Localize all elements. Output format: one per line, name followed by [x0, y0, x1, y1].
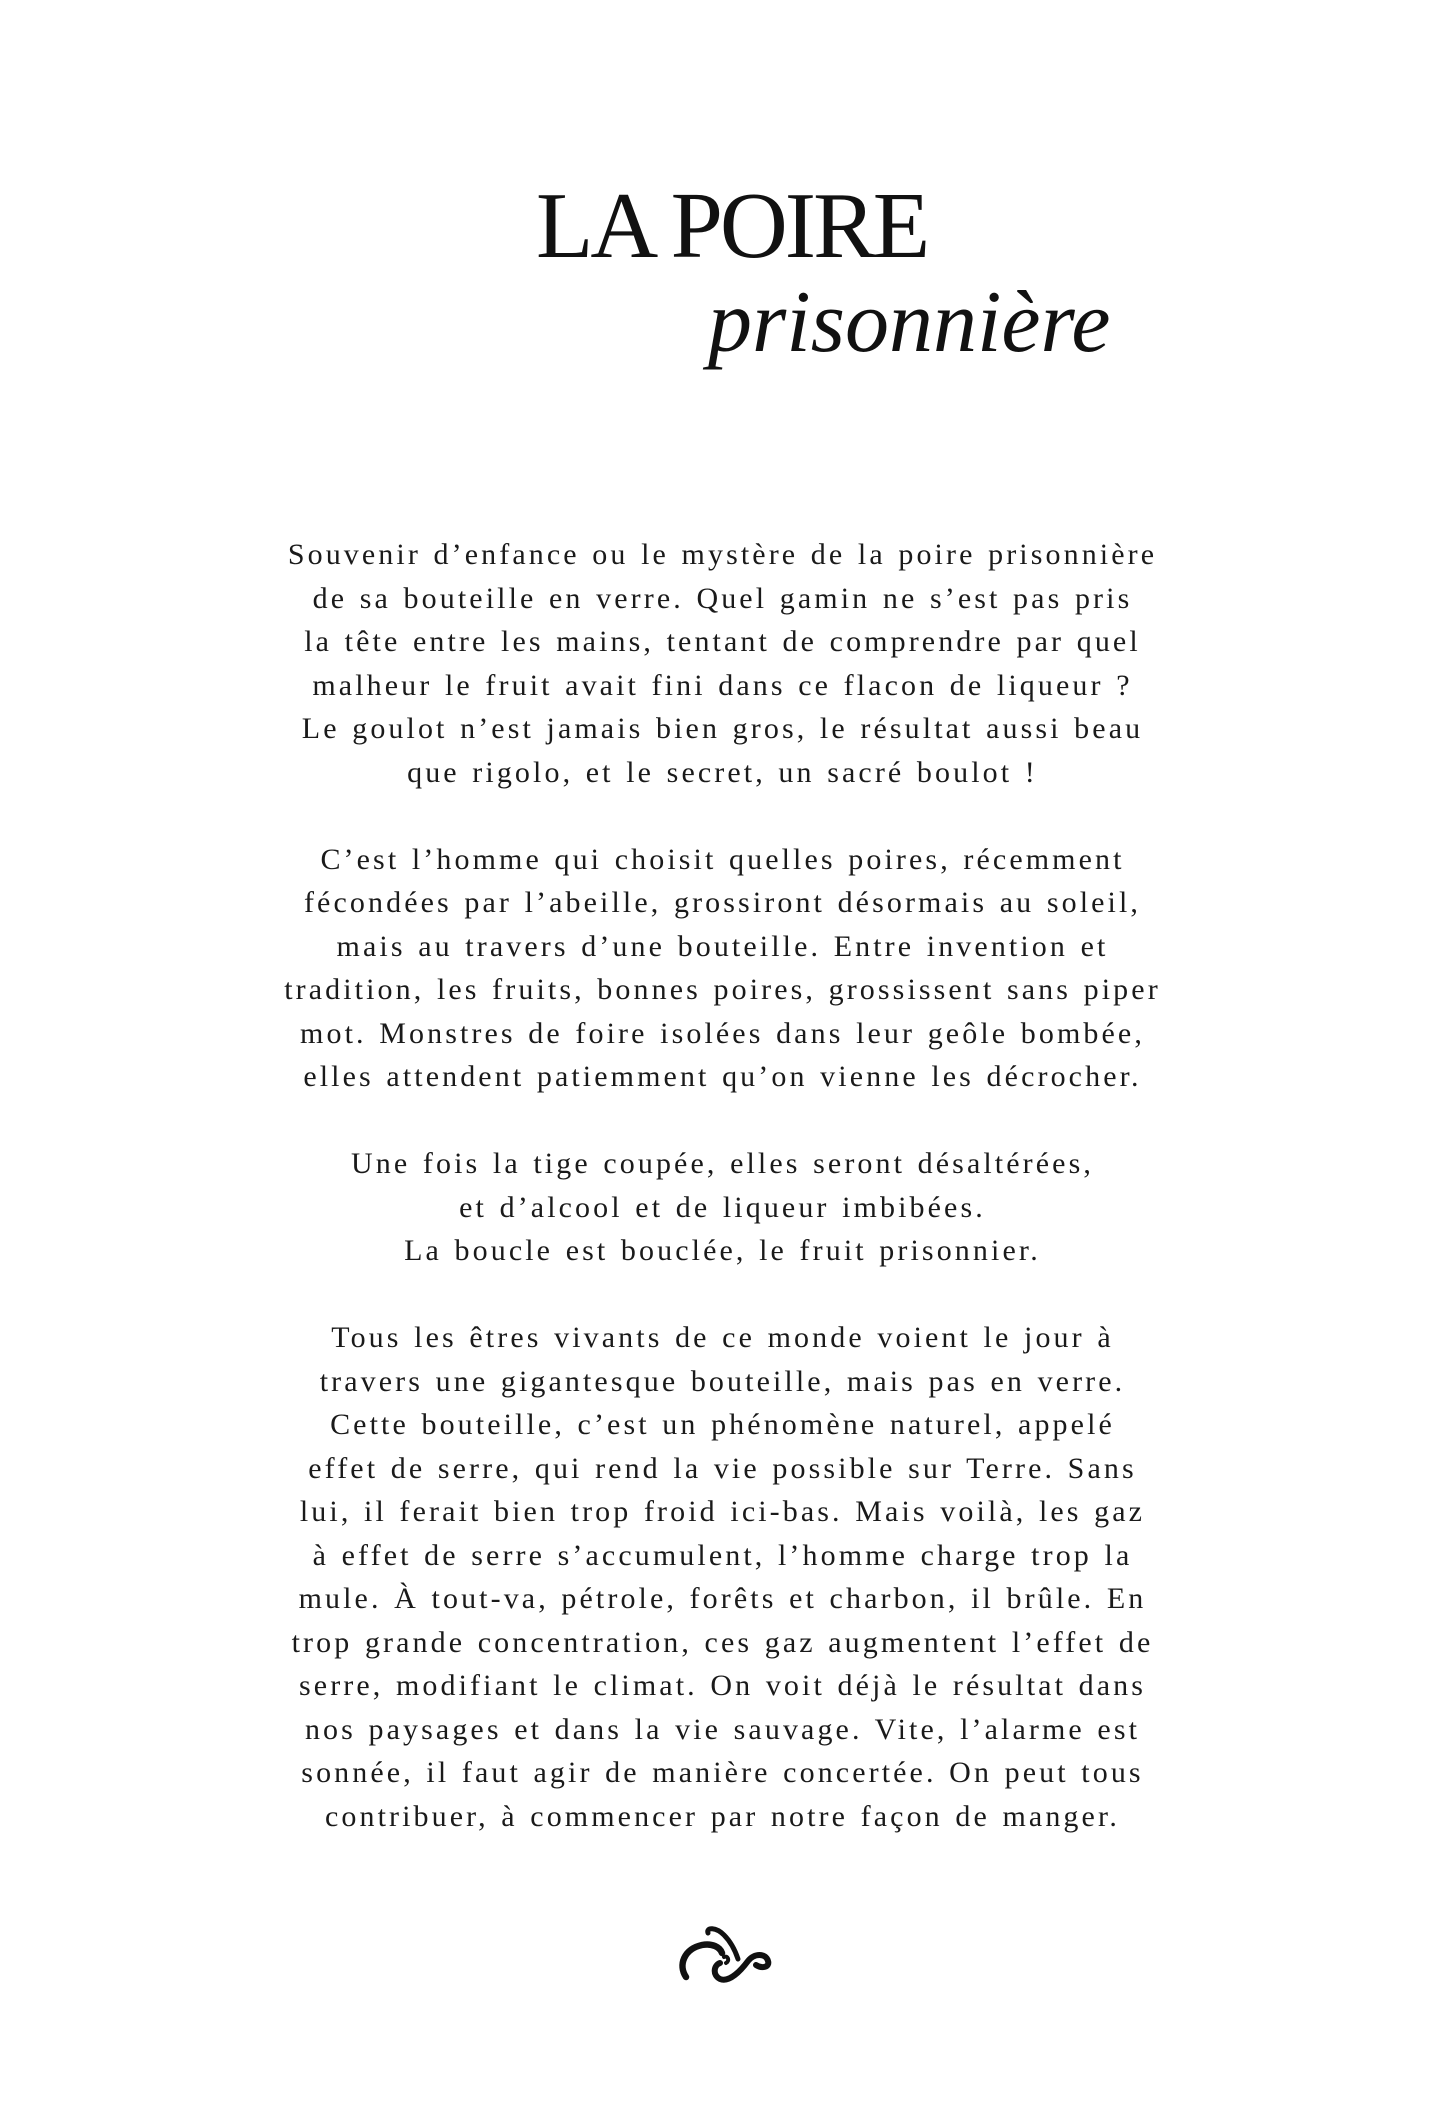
paragraph-tige: [0, 1142, 1445, 1273]
text-line: effet de serre, qui rend la vie possible sur Terre. Sans: [308, 1451, 1137, 1485]
text-line: Le goulot n’est jamais bien gros, le résultat aussi beau: [301, 712, 1144, 745]
text-line: que rigolo, et le secret, un sacré boulot !: [407, 755, 1038, 789]
paragraph-homme: [0, 838, 1445, 1099]
text-line: lui, il ferait bien trop froid ici-bas. Mais voilà, les gaz: [299, 1495, 1146, 1528]
text-line: Souvenir d’enfance ou le mystère de la poire prisonnière: [287, 538, 1158, 571]
text-line: travers une gigantesque bouteille, mais pas en verre.: [319, 1364, 1126, 1398]
text-line: de sa bouteille en verre. Quel gamin ne s’est pas pris: [312, 581, 1133, 615]
text-line: contribuer, à commencer par notre façon de manger.: [324, 1799, 1120, 1833]
text-line: nos paysages et dans la vie sauvage. Vite, l’alarme est: [304, 1712, 1141, 1746]
text-line: à effet de serre s’accumulent, l’homme charge trop la: [312, 1538, 1133, 1572]
text-line: mule. À tout-va, pétrole, forêts et charbon, il brûle. En: [298, 1582, 1147, 1615]
paragraph-souvenir: [0, 533, 1445, 794]
text-line: Tous les êtres vivants de ce monde voient le jour à: [331, 1321, 1114, 1354]
text-line: trop grande concentration, ces gaz augmentent l’effet de: [291, 1625, 1154, 1659]
body-text: [0, 533, 1445, 1882]
text-line: Cette bouteille, c’est un phénomène naturel, appelé: [330, 1408, 1115, 1441]
paragraph-effet-de-serre: [0, 1316, 1445, 1838]
text-line: sonnée, il faut agir de manière concertée. On peut tous: [301, 1756, 1144, 1789]
page-subtitle: prisonnière: [708, 274, 1111, 371]
text-line: la tête entre les mains, tentant de comprendre par quel: [304, 625, 1141, 658]
text-line: et d’alcool et de liqueur imbibées.: [459, 1190, 986, 1224]
text-line: malheur le fruit avait fini dans ce flacon de liqueur ?: [312, 668, 1133, 702]
text-line: tradition, les fruits, bonnes poires, grossissent sans piper: [284, 973, 1161, 1006]
text-line: Une fois la tige coupée, elles seront désaltérées,: [351, 1147, 1094, 1180]
text-line: mais au travers d’une bouteille. Entre invention et: [336, 929, 1109, 963]
text-line: elles attendent patiemment qu’on vienne les décrocher.: [303, 1060, 1142, 1093]
text-line: serre, modifiant le climat. On voit déjà le résultat dans: [299, 1669, 1146, 1702]
text-line: mot. Monstres de foire isolées dans leur geôle bombée,: [300, 1016, 1145, 1050]
page-title: LA POIRE: [536, 174, 928, 278]
text-line: fécondées par l’abeille, grossiront désormais au soleil,: [303, 886, 1142, 919]
text-line: La boucle est bouclée, le fruit prisonnier.: [404, 1234, 1041, 1267]
flourish-ornament-icon: [672, 1925, 772, 1991]
text-line: C’est l’homme qui choisit quelles poires, récemment: [320, 842, 1125, 876]
